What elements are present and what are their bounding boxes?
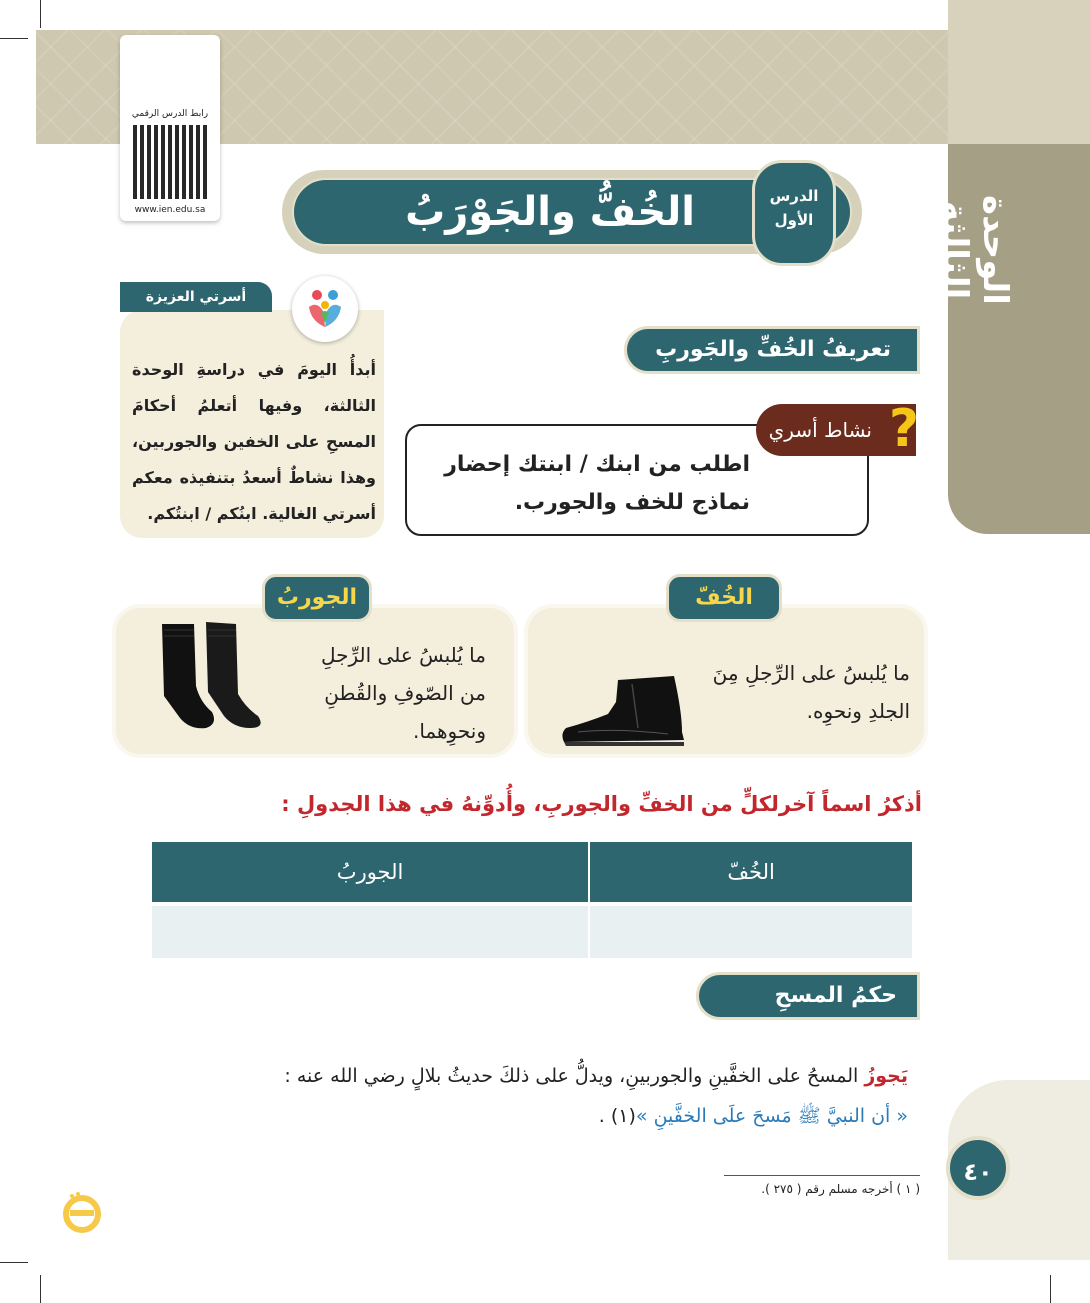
- answer-table: [152, 842, 914, 958]
- ruling-word: يَجوزُ: [864, 1065, 908, 1087]
- lesson-badge: [752, 160, 836, 266]
- footnote-divider: [724, 1175, 920, 1176]
- jawrab-definition: [276, 636, 486, 750]
- activity-line2: نماذج للخف والجورب.: [514, 490, 750, 515]
- hadith-text: « أن النبيَّ ﷺ مَسحَ علَى الخفَّينِ »: [635, 1105, 908, 1127]
- activity-text: [430, 446, 750, 522]
- family-text: أبدأُ اليومَ في دراسةِ الوحدة الثالثة، وفيها أتعلمُ أحكامَ المسحِ على الخفين والجوربين، وهذا نشاطٌ أسعدُ بتنفيذه معكم أسرتي الغالية. ابنُكم / ابنتُكم.: [132, 360, 376, 523]
- hadith-ref: (١) .: [598, 1105, 636, 1127]
- table-header-row: [152, 842, 913, 904]
- section-definition-heading: تعريفُ الخُفِّ والجَوربِ: [624, 326, 920, 374]
- crop-mark: [0, 1262, 28, 1263]
- khuff-def-line2: الجلدِ ونحوِه.: [806, 699, 910, 723]
- footnote: ( ١ ) أخرجه مسلم رقم ( ٢٧٥ ).: [761, 1182, 920, 1196]
- answer-cell-jawrab[interactable]: [152, 904, 589, 958]
- khuff-definition: [700, 654, 910, 730]
- ruling-line1-rest: المسحُ على الخفَّينِ والجوربينِ، ويدلُّ على ذلكَ حديثُ بلالٍ رضي الله عنه :: [284, 1065, 865, 1087]
- jawrab-label: الجوربُ: [262, 574, 372, 622]
- sidebar-top: [948, 0, 1090, 144]
- publisher-logo-icon: [60, 1190, 104, 1234]
- table-instruction: أذكرُ اسماً آخرلكلٍّ من الخفِّ والجوربِ، وأُدوِّنهُ في هذا الجدولِ :: [281, 792, 922, 816]
- qr-card[interactable]: [120, 35, 220, 221]
- khuff-def-line1: ما يُلبسُ على الرِّجلِ مِنَ: [712, 661, 910, 685]
- activity-line1: اطلب من ابنك / ابنتك إحضار: [444, 452, 750, 477]
- qr-code-icon[interactable]: [133, 125, 207, 199]
- lesson-title: الخُفُّ والجَوْرَبُ: [405, 189, 695, 235]
- socks-image: [154, 620, 274, 732]
- question-icon: ?: [888, 399, 920, 459]
- ruling-text: [100, 1056, 908, 1136]
- unit-title: الوحدة الثالثة: [935, 195, 1015, 305]
- activity-tag: نشاط أسري: [756, 404, 916, 456]
- crop-mark: [1050, 1275, 1051, 1303]
- badge-line1: الدرس: [769, 187, 819, 205]
- ruling-line2: [100, 1096, 908, 1136]
- qr-title: رابط الدرس الرقمي: [131, 109, 209, 119]
- table-header-khuff: الخُفّ: [589, 842, 913, 904]
- shoe-image: [558, 672, 688, 748]
- jawrab-def-line3: ونحوِهما.: [412, 719, 486, 743]
- crop-mark: [40, 0, 41, 28]
- crop-mark: [40, 1275, 41, 1303]
- jawrab-def-line2: من الصّوفِ والقُطنِ: [324, 681, 486, 705]
- qr-url[interactable]: www.ien.edu.sa: [134, 205, 206, 215]
- khuff-label: الخُفّ: [666, 574, 782, 622]
- table-header-jawrab: الجوربُ: [152, 842, 589, 904]
- answer-cell-khuff[interactable]: [589, 904, 913, 958]
- family-icon: [292, 276, 358, 342]
- ruling-line1: [100, 1056, 908, 1096]
- jawrab-def-line1: ما يُلبسُ على الرِّجلِ: [320, 643, 486, 667]
- page-number: ٤٠: [946, 1136, 1010, 1200]
- crop-mark: [0, 38, 28, 39]
- family-svg-icon: [305, 287, 345, 331]
- logo-svg: [60, 1190, 104, 1234]
- family-tag: أسرتي العزيزة: [120, 282, 272, 312]
- badge-line2: الأول: [774, 211, 814, 229]
- table-row[interactable]: [152, 904, 913, 958]
- section-ruling-heading: حكمُ المسحِ عليهِما: [696, 972, 920, 1020]
